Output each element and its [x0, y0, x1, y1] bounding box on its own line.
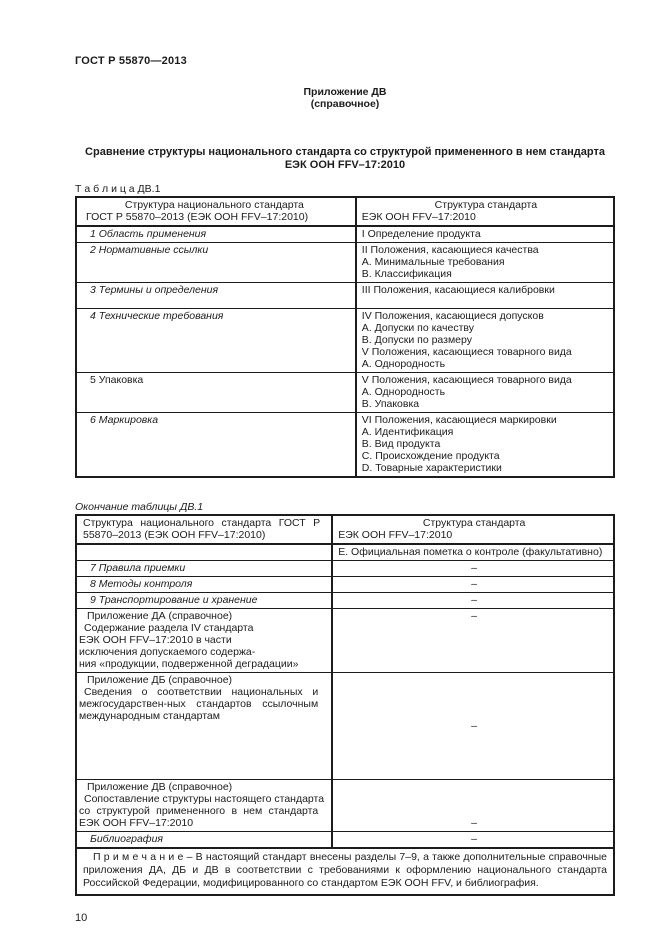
- cell-dash: –: [471, 817, 478, 829]
- header-cell-standard: Структура стандарта ЕЭК ООН FFV–17:2010: [361, 199, 538, 223]
- cell-empty: [77, 545, 333, 560]
- cell-appendix-db: Приложение ДБ (справочное) Сведения о соответствии национальных и межгосударствен-ных стандартов ссылочным международным стандартам: [77, 673, 333, 779]
- table-row: [77, 227, 613, 243]
- cell-section-6: 6 Маркировка: [77, 413, 357, 476]
- table-row: [77, 243, 613, 283]
- cell-appendix-dv: Приложение ДВ (справочное) Сопоставление структуры настоящего стандарта со структурой примененного в нем стандарта ЕЭК ООН FFV–17:2010: [77, 780, 333, 831]
- cell-bibliography: Библиография: [77, 832, 333, 847]
- table-row: [77, 609, 613, 673]
- table-row: [77, 283, 613, 309]
- table2-caption: Окончание таблицы ДВ.1: [75, 501, 204, 513]
- title-line-2: ЕЭК ООН FFV–17:2010: [284, 158, 406, 171]
- table-row: [77, 673, 613, 780]
- cell-section-4: 4 Технические требования: [77, 309, 357, 372]
- table-row: [77, 577, 613, 593]
- cell-section-1: 1 Область применения: [77, 227, 357, 242]
- table-row: [77, 780, 613, 832]
- header-cell-standard: Структура стандарта ЕЭК ООН FFV–17:2010: [338, 517, 526, 541]
- table-dv1: [75, 196, 615, 478]
- table-row: [77, 309, 613, 373]
- table-row: [77, 545, 613, 561]
- header-cell-national: Структура национального стандарта ГОСТ Р 55870–2013 (ЕЭК ООН FFV–17:2010): [77, 198, 357, 225]
- cell-standard-2: II Положения, касающиеся качества А. Минимальные требования В. Классификация: [361, 244, 539, 280]
- table-header-row: [77, 516, 613, 545]
- table-dv1-end: [75, 514, 615, 896]
- appendix-label: Приложение ДВ: [303, 86, 387, 98]
- table-row: [77, 593, 613, 609]
- cell-section-7: 7 Правила приемки: [77, 561, 333, 576]
- cell-section-3: 3 Термины и определения: [77, 283, 357, 308]
- cell-mark-e: Е. Официальная пометка о контроле (факультативно): [338, 546, 603, 558]
- cell-dash: –: [471, 833, 478, 845]
- cell-appendix-da: Приложение ДА (справочное) Содержание раздела IV стандарта ЕЭК ООН FFV–17:2010 в части исключения допускаемого содержа- ния «продукции, подверженной деградации»: [77, 609, 333, 672]
- cell-dash: –: [471, 610, 478, 622]
- cell-section-5: 5 Упаковка: [77, 373, 357, 412]
- cell-dash: –: [471, 594, 478, 606]
- header-cell-national: Структура национального стандарта ГОСТ Р 55870–2013 (ЕЭК ООН FFV–17:2010): [77, 516, 333, 543]
- table-row: [77, 832, 613, 848]
- note-label: П р и м е ч а н и е: [93, 851, 184, 863]
- table-note-row: [77, 848, 613, 894]
- page-title: [75, 146, 615, 171]
- doc-code: ГОСТ Р 55870—2013: [75, 55, 187, 67]
- cell-standard-3: III Положения, касающиеся калибровки: [361, 284, 555, 296]
- cell-dash: –: [471, 562, 478, 574]
- note-text: – В настоящий стандарт внесены разделы 7–9, а также дополнительные справочные приложения ДА, ДБ и ДВ в соответствии с требованиями к оформлению национального стандарта Российской Федерации, модифицированного со стандартом ЕЭК ООН FFV, и библиография.: [83, 851, 607, 889]
- note-paragraph: [77, 849, 613, 894]
- appendix-kind: (справочное): [310, 98, 380, 110]
- cell-standard-6: VI Положения, касающиеся маркировки А. Идентификация В. Вид продукта С. Происхождение продукта D. Товарные характеристики: [361, 414, 557, 474]
- table-row: [77, 561, 613, 577]
- table-row: [77, 413, 613, 476]
- table-row: [77, 373, 613, 413]
- cell-standard-4: IV Положения, касающиеся допусков А. Допуски по качеству В. Допуски по размеру V Положения, касающиеся товарного вида А. Однородность: [361, 310, 572, 370]
- appendix-header: [75, 86, 615, 110]
- cell-section-9: 9 Транспортирование и хранение: [77, 593, 333, 608]
- table-header-row: [77, 198, 613, 227]
- cell-section-2: 2 Нормативные ссылки: [77, 243, 357, 282]
- cell-standard-5: V Положения, касающиеся товарного вида А. Однородность В. Упаковка: [361, 374, 572, 410]
- cell-standard-1: I Определение продукта: [361, 228, 481, 240]
- cell-section-8: 8 Методы контроля: [77, 577, 333, 592]
- title-line-1: Сравнение структуры национального стандарта со структурой примененного в нем стандарта: [85, 146, 605, 158]
- table1-caption: Т а б л и ц а ДВ.1: [75, 183, 161, 195]
- cell-dash: –: [471, 578, 478, 590]
- cell-dash: –: [471, 719, 478, 732]
- page-number: 10: [75, 912, 88, 924]
